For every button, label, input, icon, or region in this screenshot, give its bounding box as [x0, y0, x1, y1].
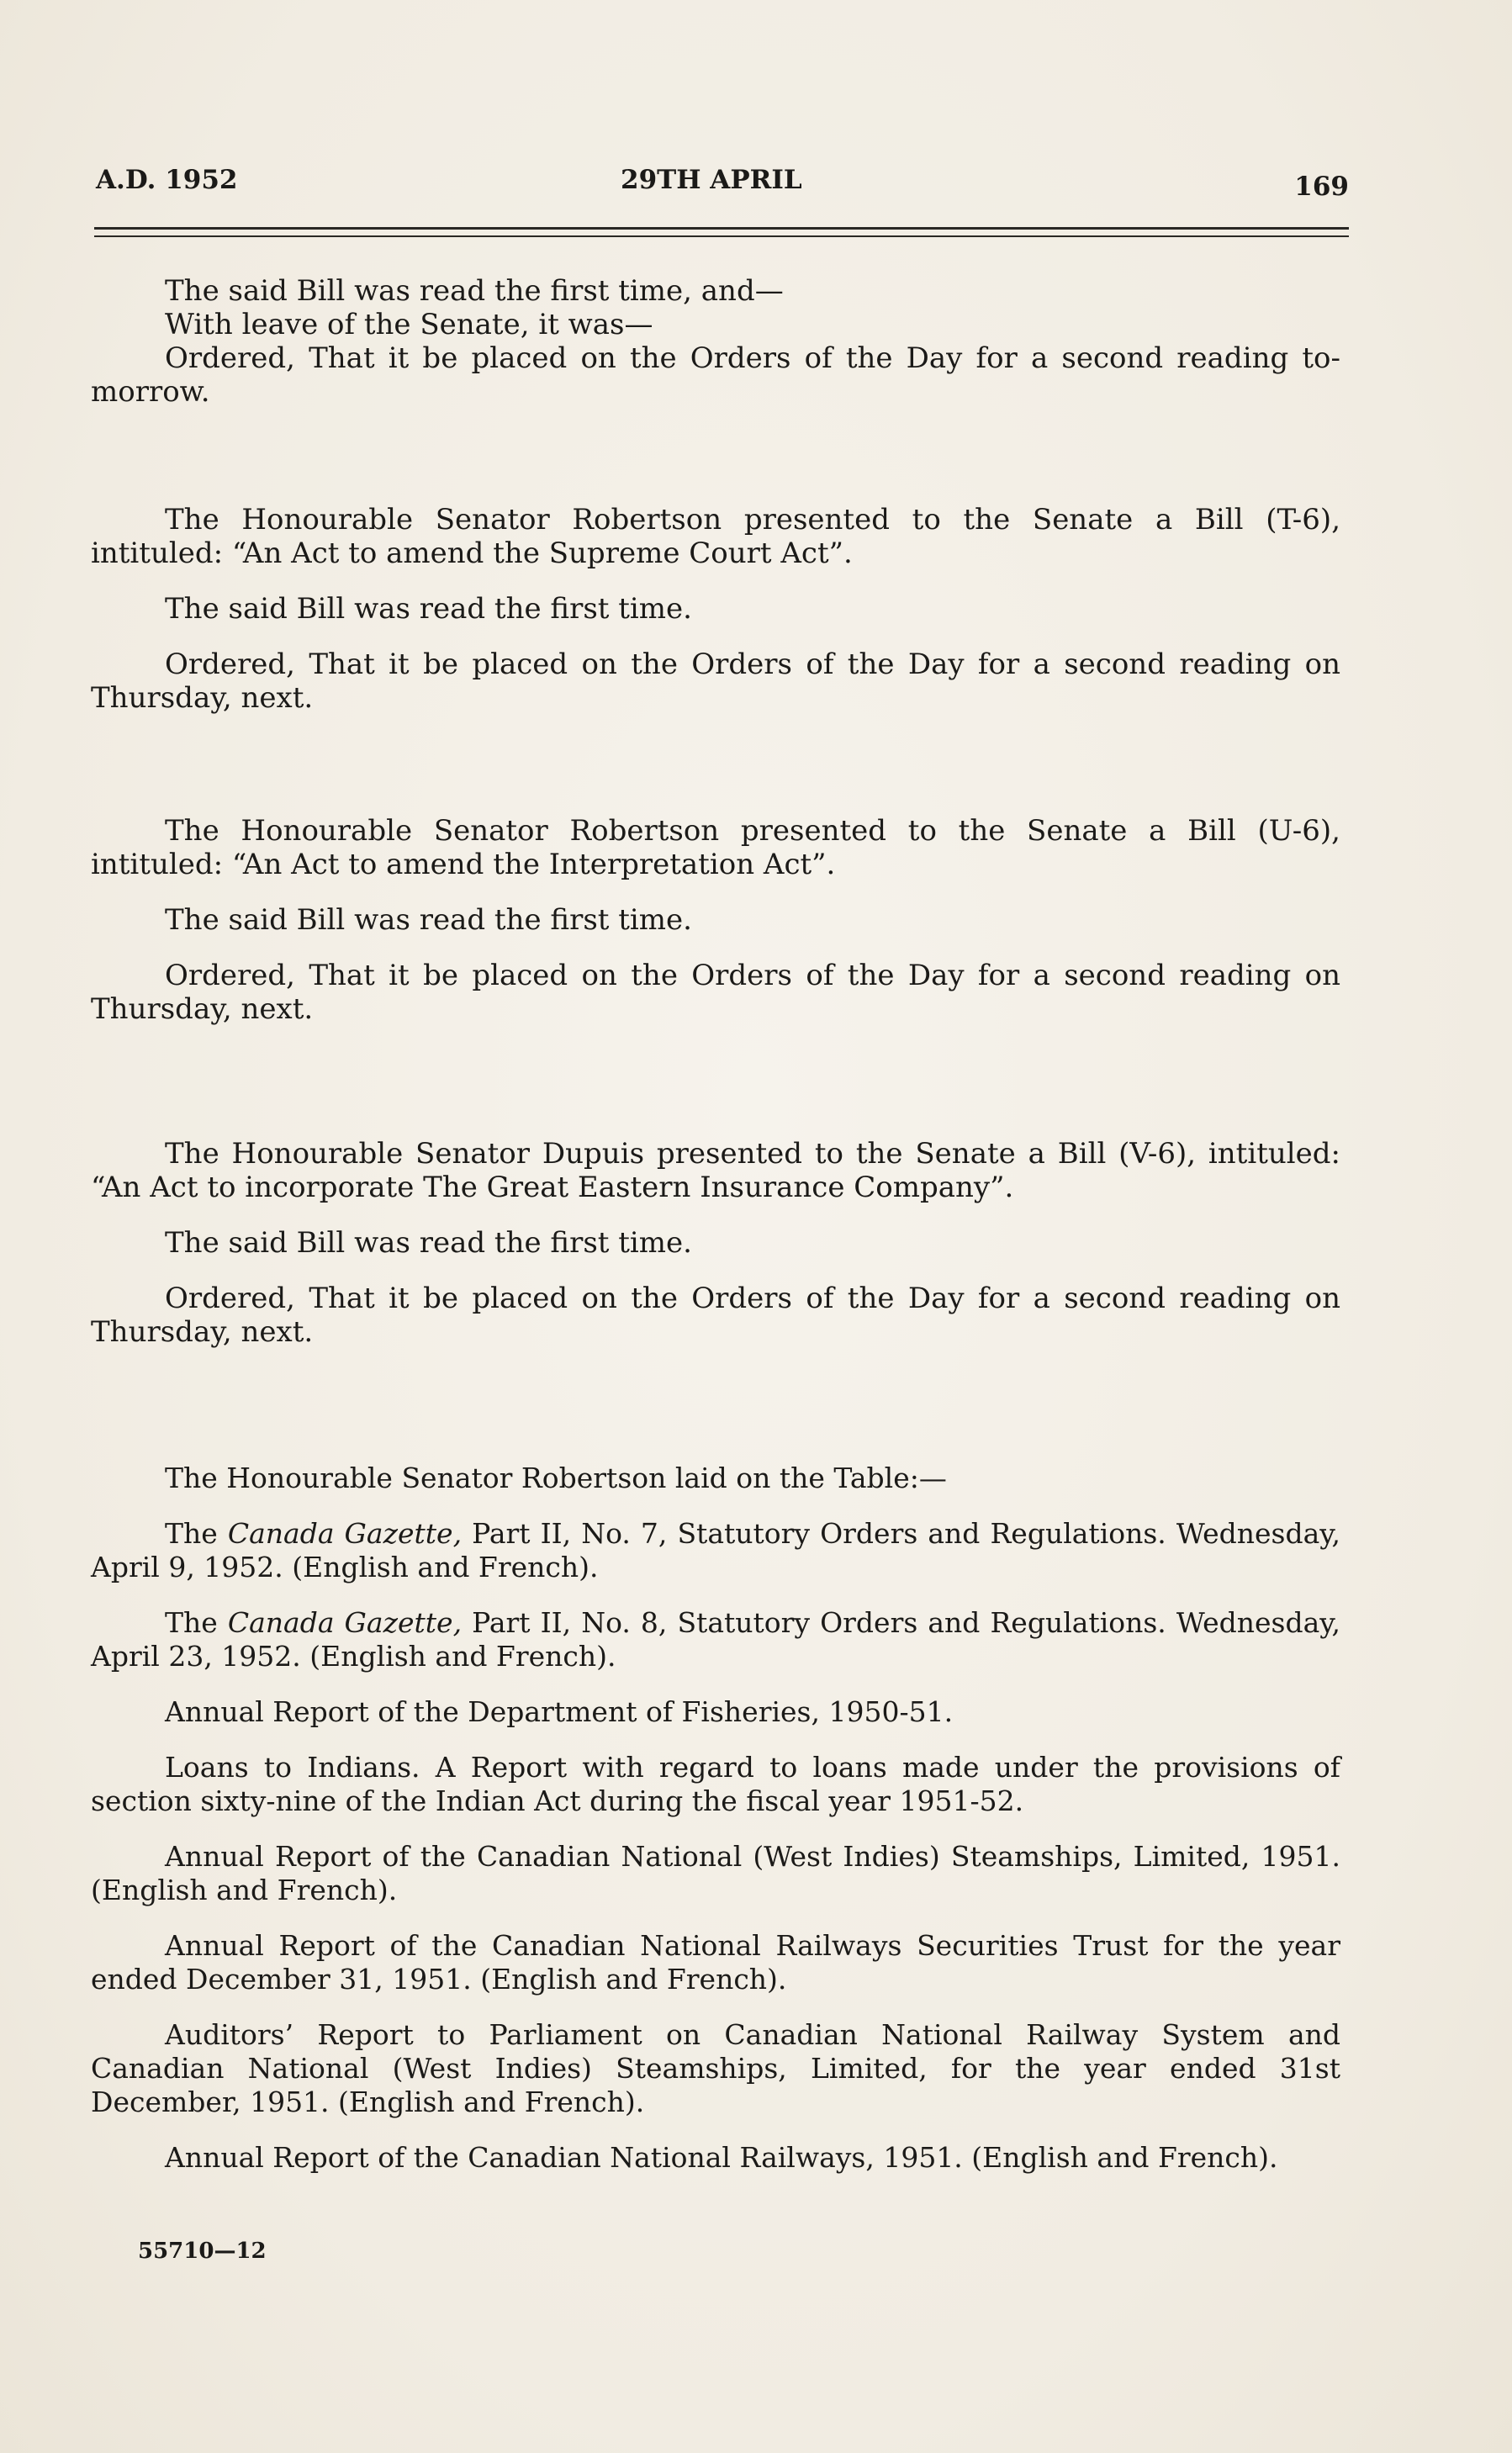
gazette-details: Part II, No. 8, Statutory Orders and Regulations. Wednesday, April 23, 1952. (English and French).	[91, 1606, 1340, 1673]
tabled-item: Annual Report of the Canadian National Railways, 1951. (English and French).	[165, 2141, 1278, 2174]
page-number: 169	[1294, 172, 1349, 202]
header-rule-bottom	[94, 235, 1349, 237]
gazette-title: Canada Gazette,	[227, 1517, 463, 1550]
running-head	[96, 165, 1349, 207]
tabled-item: Annual Report of the Canadian National Railways Securities Trust for the year ended December 31, 1951. (English and French).	[91, 1929, 1340, 1996]
gazette-title: Canada Gazette,	[227, 1606, 463, 1639]
paragraph: The said Bill was read the first time, and—	[165, 274, 784, 308]
tabled-item: Loans to Indians. A Report with regard to loans made under the provisions of section sixty-nine of the Indian Act during the fiscal year 1951-52.	[91, 1751, 1340, 1817]
bill-block-v6	[91, 1137, 1340, 1349]
header-rule-top	[94, 227, 1349, 230]
gazette-prefix: The	[165, 1517, 228, 1550]
paragraph: The said Bill was read the first time.	[165, 592, 692, 626]
paragraph: The said Bill was read the first time.	[165, 903, 692, 937]
paragraph: With leave of the Senate, it was—	[165, 308, 653, 341]
header-date: 29TH APRIL	[621, 165, 802, 195]
tabled-item: Annual Report of the Department of Fisheries, 1950-51.	[165, 1695, 954, 1728]
tabled-documents	[91, 1462, 1340, 2175]
bill-block-1	[91, 274, 1340, 409]
paragraph: The Honourable Senator Robertson presented to the Senate a Bill (U-6), intituled: “An Act to amend the Interpretation Act”.	[91, 814, 1340, 881]
paragraph: The Honourable Senator Robertson presented to the Senate a Bill (T-6), intituled: “An Act to amend the Supreme Court Act”.	[91, 503, 1340, 570]
paragraph: The said Bill was read the first time.	[165, 1226, 692, 1260]
paragraph: Ordered, That it be placed on the Orders of the Day for a second reading to-morrow.	[91, 341, 1340, 409]
bill-block-u6	[91, 814, 1340, 1026]
paragraph: Ordered, That it be placed on the Orders of the Day for a second reading on Thursday, next.	[91, 648, 1340, 715]
paragraph: Ordered, That it be placed on the Orders of the Day for a second reading on Thursday, next.	[91, 1282, 1340, 1349]
paragraph: The Honourable Senator Dupuis presented to the Senate a Bill (V-6), intituled: “An Act to incorporate The Great Eastern Insurance Company”.	[91, 1137, 1340, 1204]
gazette-prefix: The	[165, 1606, 228, 1639]
tabled-item: Auditors’ Report to Parliament on Canadian National Railway System and Canadian National (West Indies) Steamships, Limited, for the year ended 31st December, 1951. (English and French).	[91, 2018, 1340, 2118]
tabled-item-gazette-7	[91, 1517, 1340, 1584]
tabled-intro: The Honourable Senator Robertson laid on the Table:—	[165, 1462, 947, 1494]
tabled-item-gazette-8	[91, 1606, 1340, 1673]
header-year: A.D. 1952	[96, 165, 238, 195]
printer-code: 55710—12	[138, 2239, 267, 2264]
paragraph: Ordered, That it be placed on the Orders of the Day for a second reading on Thursday, next.	[91, 959, 1340, 1026]
tabled-item: Annual Report of the Canadian National (West Indies) Steamships, Limited, 1951. (English and French).	[91, 1840, 1340, 1906]
gazette-details: Part II, No. 7, Statutory Orders and Regulations. Wednesday, April 9, 1952. (English and French).	[91, 1517, 1340, 1583]
bill-block-t6	[91, 503, 1340, 715]
